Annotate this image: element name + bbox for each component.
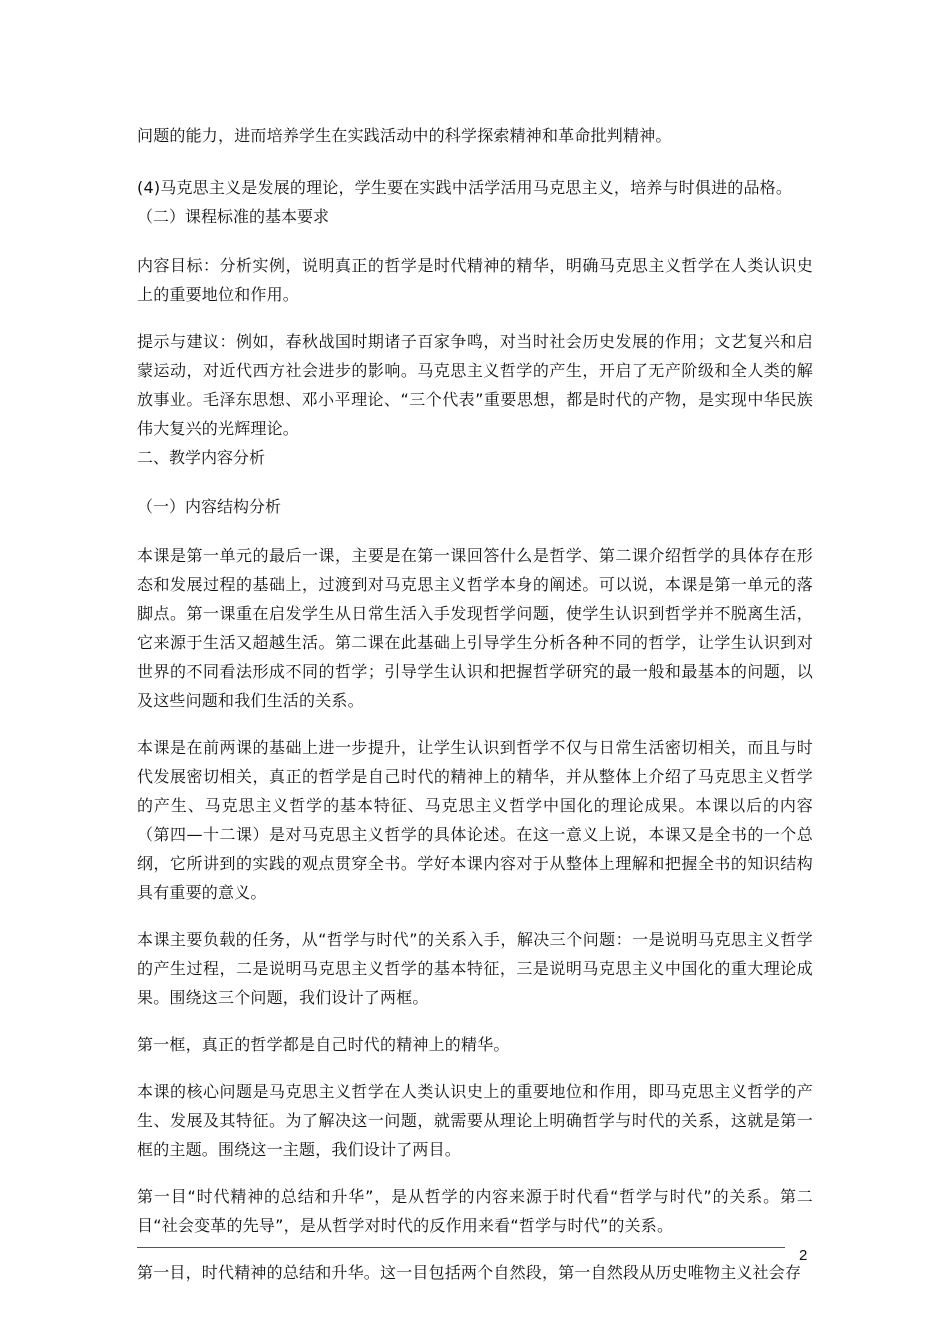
paragraph: 内容目标：分析实例，说明真正的哲学是时代精神的精华，明确马克思主义哲学在人类认识史上的重要地位和作用。 (137, 256, 813, 304)
paragraph: 本课是第一单元的最后一课，主要是在第一课回答什么是哲学、第二课介绍哲学的具体存在形态和发展过程的基础上，过渡到对马克思主义哲学本身的阐述。可以说，本课是第一单元的落脚点。第一课重在启发学生从日常生活入手发现哲学问题，使学生认识到哲学并不脱离生活，它来源于生活又超越生活。第二课在此基础上引导学生分析各种不同的哲学，让学生认识到对世界的不同看法形成不同的哲学；引导学生认识和把握哲学研究的最一般和最基本的问题，以及这些问题和我们生活的关系。 (137, 546, 813, 710)
section-heading: （一）内容结构分析 (137, 497, 282, 516)
paragraph: 第一目“时代精神的总结和升华”，是从哲学的内容来源于时代看“哲学与时代”的关系。第二目“社会变革的先导”，是从哲学对时代的反作用来看“哲学与时代”的关系。 (137, 1187, 813, 1235)
paragraph: 第一框，真正的哲学都是自己时代的精神上的精华。 (137, 1035, 510, 1054)
paragraph: 本课是在前两课的基础上进一步提升，让学生认识到哲学不仅与日常生活密切相关，而且与时代发展密切相关，真正的哲学是自己时代的精神上的精华，并从整体上介绍了马克思主义哲学的产生、马克思主义哲学的基本特征、马克思主义哲学中国化的理论成果。本课以后的内容（第四—十二课）是对马克思主义哲学的具体论述。在这一意义上说，本课又是全书的一个总纲，它所讲到的实践的观点贯穿全书。学好本课内容对于从整体上理解和把握全书的知识结构具有重要的意义。 (137, 738, 813, 902)
paragraph: 问题的能力，进而培养学生在实践活动中的科学探索精神和革命批判精神。 (137, 126, 672, 145)
paragraph: 第一目，时代精神的总结和升华。这一目包括两个自然段，第一自然段从历史唯物主义社会存 (137, 1263, 802, 1282)
footer-divider (137, 1247, 785, 1248)
section-heading: （二）课程标准的基本要求 (137, 207, 330, 226)
paragraph: 本课的核心问题是马克思主义哲学在人类认识史上的重要地位和作用，即马克思主义哲学的产生、发展及其特征。为了解决这一问题，就需要从理论上明确哲学与时代的关系，这就是第一框的主题。围绕这一主题，我们设计了两目。 (137, 1082, 813, 1159)
section-heading: 二、教学内容分析 (137, 448, 266, 467)
paragraph: (4)马克思主义是发展的理论，学生要在实践中活学活用马克思主义，培养与时俱进的品格。 (137, 178, 793, 197)
paragraph: 本课主要负载的任务，从“哲学与时代”的关系入手，解决三个问题：一是说明马克思主义哲学的产生过程，二是说明马克思主义哲学的基本特征，三是说明马克思主义中国化的重大理论成果。围绕这三个问题，我们设计了两框。 (137, 930, 813, 1007)
page-number: 2 (799, 1247, 808, 1264)
paragraph: 提示与建议：例如，春秋战国时期诸子百家争鸣，对当时社会历史发展的作用；文艺复兴和启蒙运动，对近代西方社会进步的影响。马克思主义哲学的产生，开启了无产阶级和全人类的解放事业。毛泽东思想、邓小平理论、“三个代表”重要思想，都是时代的产物，是实现中华民族伟大复兴的光辉理论。 (137, 332, 813, 438)
document-body (137, 121, 813, 1287)
